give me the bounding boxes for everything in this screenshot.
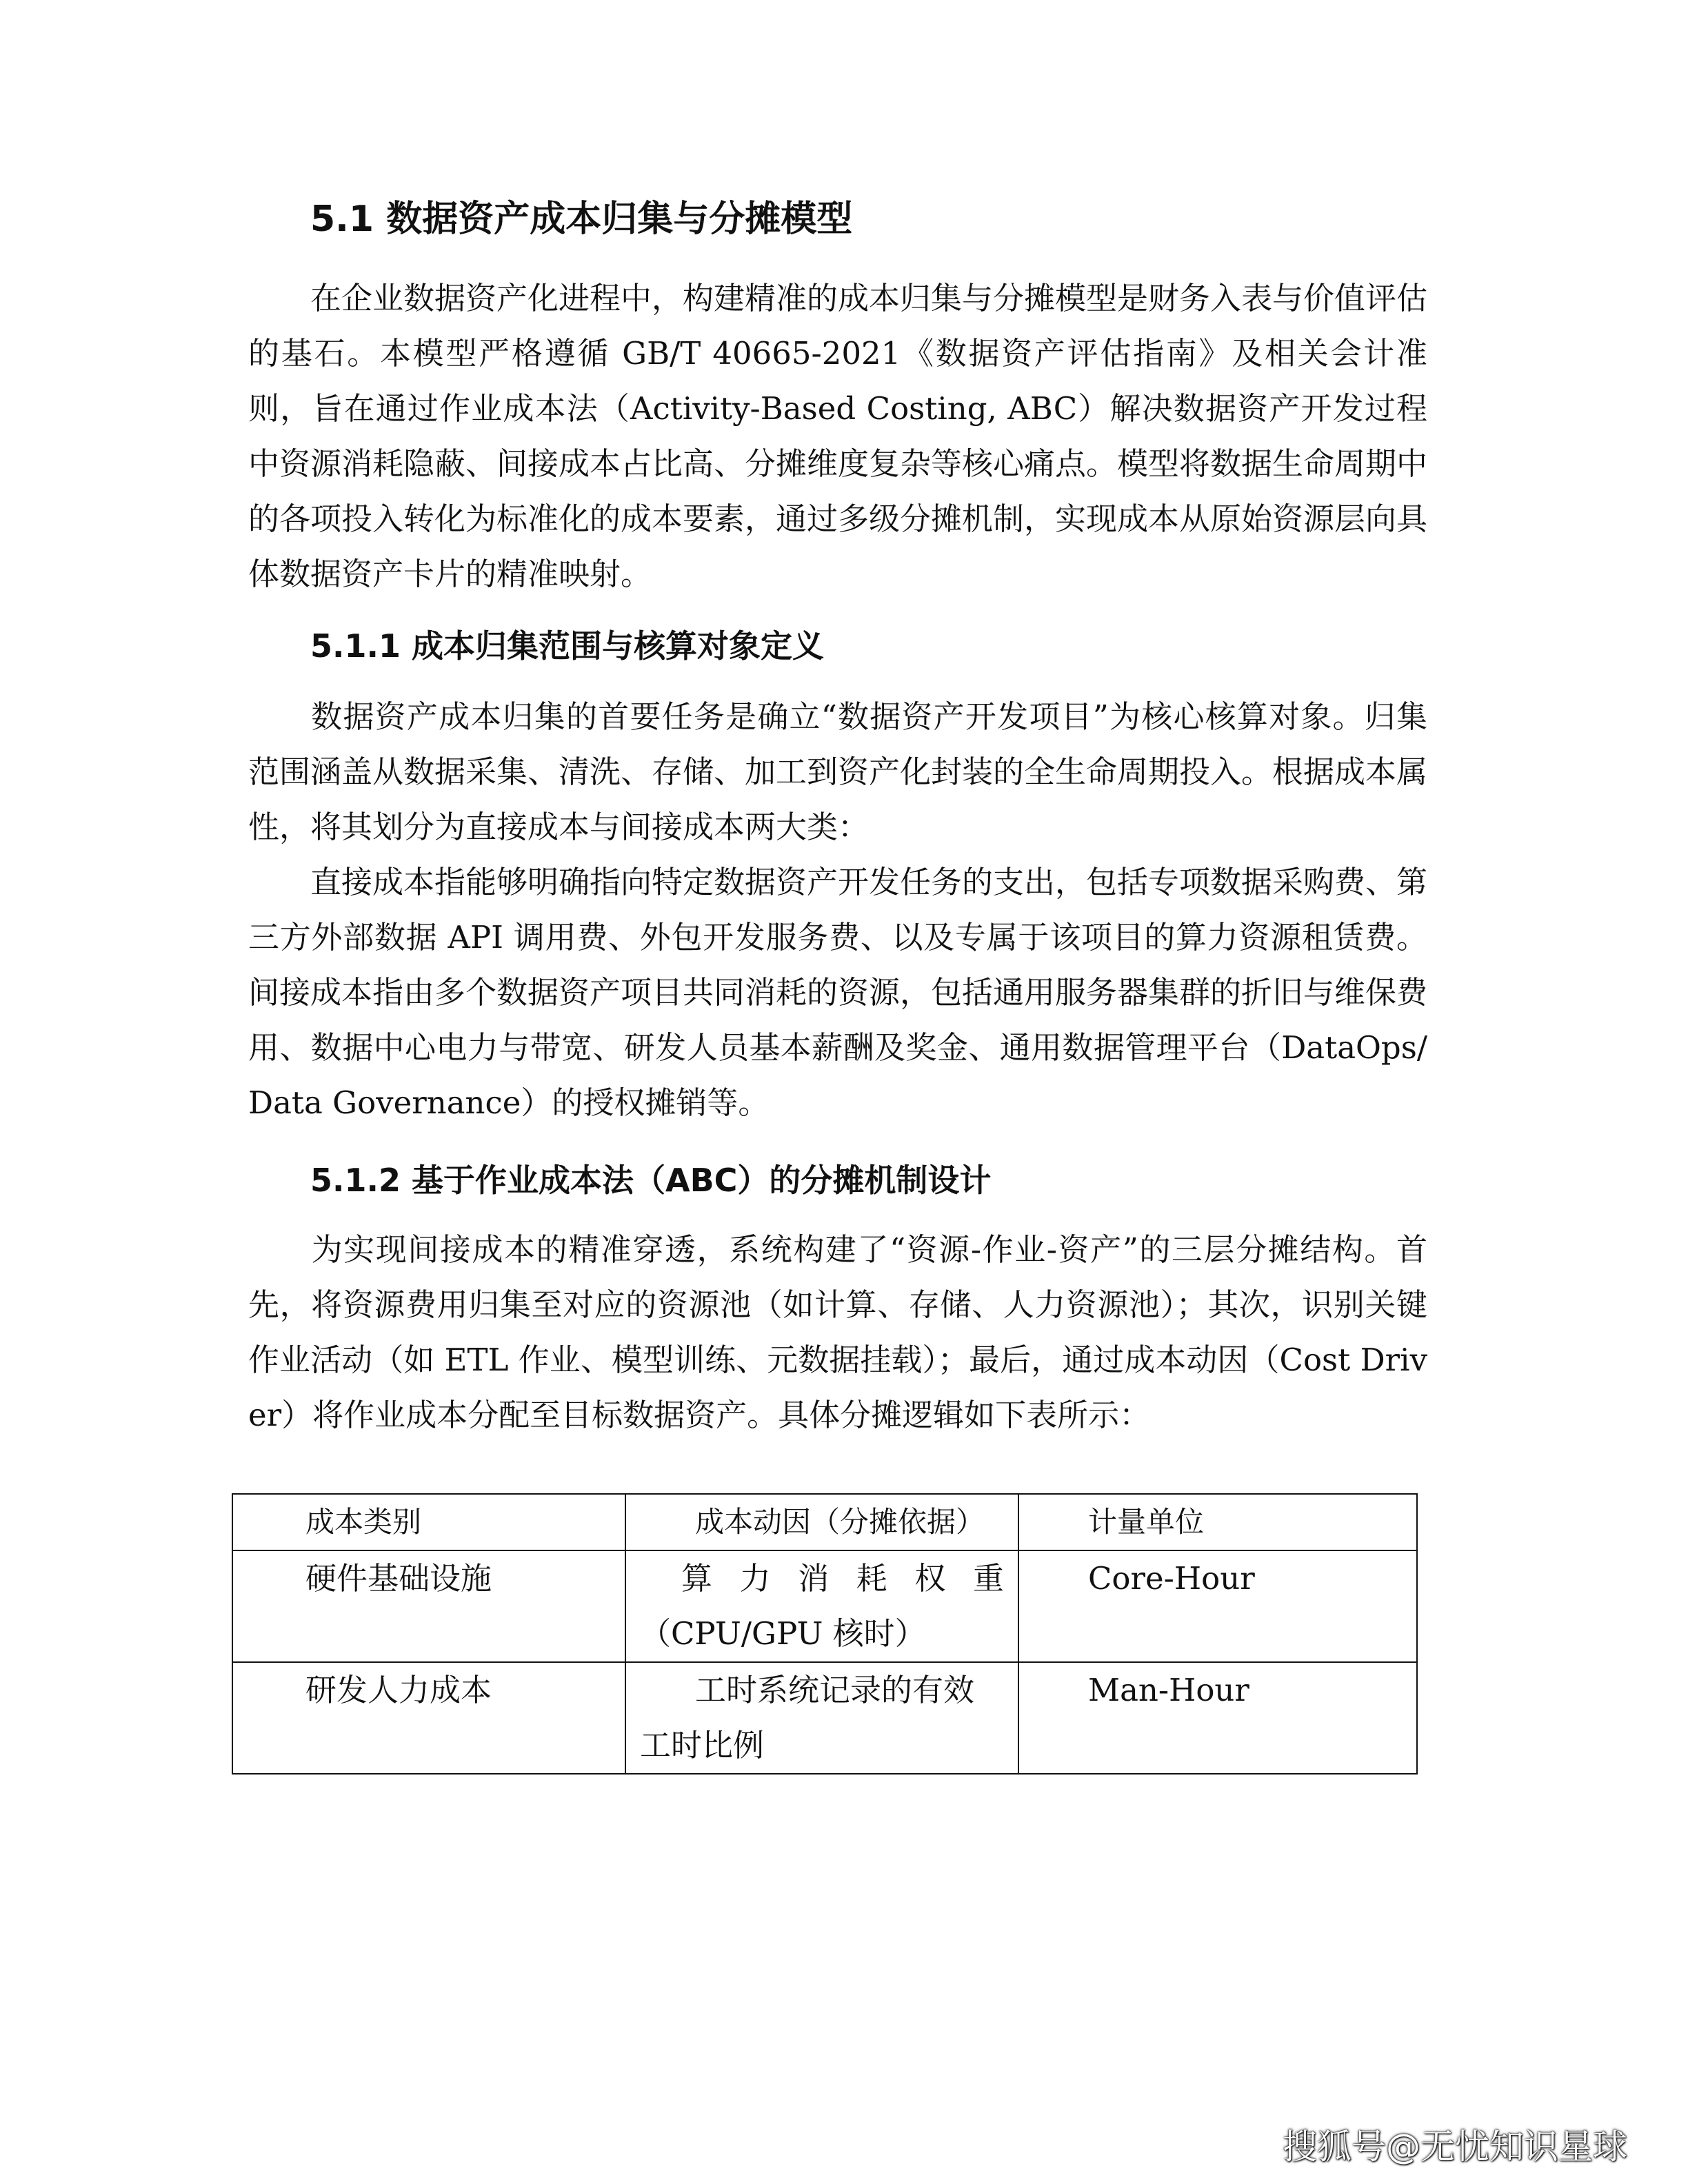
section-5-1-2-heading: 5.1.2 基于作业成本法（ABC）的分摊机制设计 [310, 1162, 992, 1199]
section-5-1-paragraph-text: 在企业数据资产化进程中，构建精准的成本归集与分摊模型是财务入表与价值评估的基石。本模型严格遵循 GB/T 40665-2021《数据资产评估指南》及相关会计准则，旨在通过作业成本法（Activity-Based Costing, ABC）解决数据资产开发过程中资源消耗隐蔽、间接成本占比高、分摊维度复杂等核心痛点。模型将数据生命周期中的各项投入转化为标准化的成本要素，通过多级分摊机制，实现成本从原始资源层向具体数据资产卡片的精准映射。 [248, 280, 1428, 592]
table-row [232, 1550, 1417, 1662]
cell-unit: Core-Hour [1018, 1550, 1417, 1662]
section-5-1-paragraph [248, 271, 1427, 602]
cell-unit: Man-Hour [1018, 1662, 1417, 1774]
cell-driver-line1 [640, 1672, 974, 1708]
watermark: 搜狐号@无忧知识星球 [1283, 2127, 1627, 2167]
section-5-1-2-paragraph [248, 1222, 1427, 1443]
section-5-1-1-paragraph-2 [248, 855, 1427, 1131]
section-5-1-heading: 5.1 数据资产成本归集与分摊模型 [310, 199, 853, 240]
header-cost-driver: 成本动因（分摊依据） [625, 1494, 1018, 1550]
cell-category: 研发人力成本 [232, 1662, 625, 1774]
section-5-1-1-heading: 5.1.1 成本归集范围与核算对象定义 [310, 627, 824, 665]
cell-driver [625, 1550, 1018, 1662]
table-row [232, 1662, 1417, 1774]
cell-driver-line2: 工时比例 [640, 1727, 765, 1763]
section-5-1-1-paragraph-2-text: 直接成本指能够明确指向特定数据资产开发任务的支出，包括专项数据采购费、第三方外部数据 API 调用费、外包开发服务费、以及专属于该项目的算力资源租赁费。间接成本指由多个数据资产项目共同消耗的资源，包括通用服务器集群的折旧与维保费用、数据中心电力与带宽、研发人员基本薪酬及奖金、通用数据管理平台（DataOps/Data Governance）的授权摊销等。 [248, 864, 1428, 1121]
cell-driver-line1: 算力消耗权重 [681, 1560, 1004, 1597]
cell-category: 硬件基础设施 [232, 1550, 625, 1662]
table-header-row [232, 1494, 1417, 1550]
cost-allocation-table [232, 1493, 1418, 1775]
cell-driver [625, 1662, 1018, 1774]
header-cost-category: 成本类别 [232, 1494, 625, 1550]
section-5-1-1-paragraph-1 [248, 689, 1427, 855]
header-unit: 计量单位 [1018, 1494, 1417, 1550]
cell-driver-line1-text: 工时系统记录的有效 [695, 1672, 975, 1708]
section-5-1-1-paragraph-1-text: 数据资产成本归集的首要任务是确立“数据资产开发项目”为核心核算对象。归集范围涵盖从数据采集、清洗、存储、加工到资产化封装的全生命周期投入。根据成本属性，将其划分为直接成本与间接成本两大类： [248, 698, 1428, 845]
section-5-1-2-paragraph-text: 为实现间接成本的精准穿透，系统构建了“资源-作业-资产”的三层分摊结构。首先，将资源费用归集至对应的资源池（如计算、存储、人力资源池）；其次，识别关键作业活动（如 ETL 作业、模型训练、元数据挂载）；最后，通过成本动因（Cost Driver）将作业成本分配至目标数据资产。具体分摊逻辑如下表所示： [248, 1231, 1427, 1433]
cell-driver-line2: （CPU/GPU 核时） [640, 1615, 926, 1652]
